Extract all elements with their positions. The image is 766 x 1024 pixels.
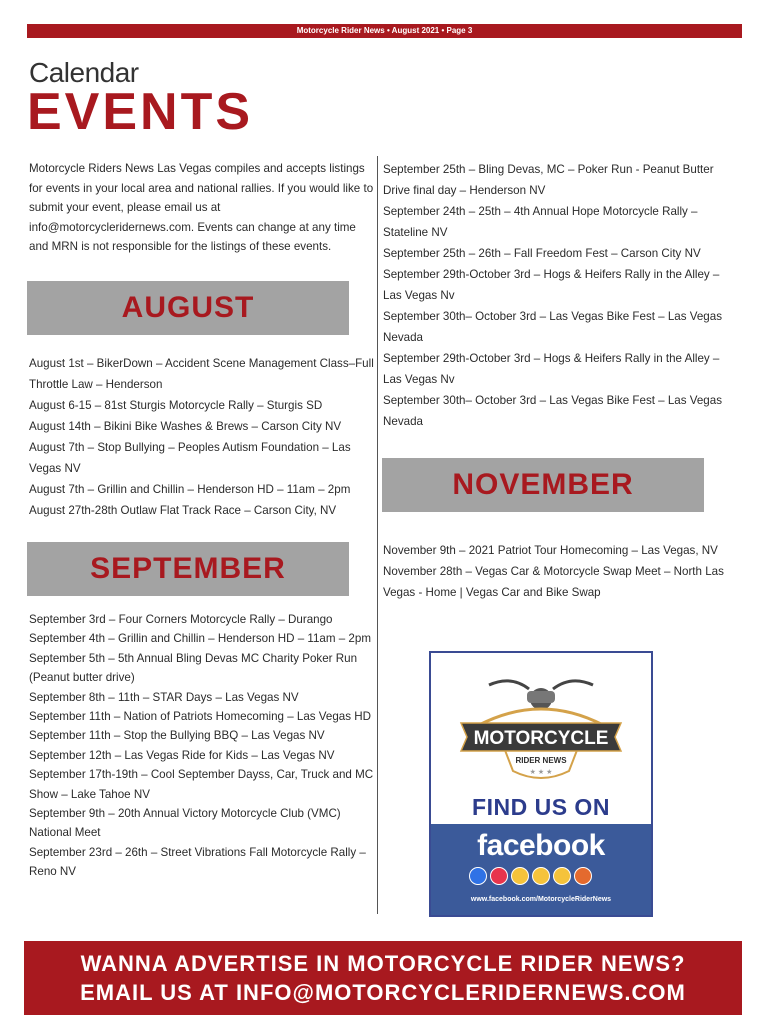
- facebook-ad[interactable]: [429, 651, 653, 917]
- event-item: September 11th – Nation of Patriots Homecoming – Las Vegas HD: [29, 710, 371, 724]
- august-event-list: [29, 353, 375, 521]
- logo-sub-text: RIDER NEWS: [515, 756, 567, 765]
- event-item: August 6-15 – 81st Sturgis Motorcycle Rally – Sturgis SD: [29, 399, 323, 412]
- august-banner: AUGUST: [27, 281, 349, 335]
- event-item: September 29th-October 3rd – Hogs & Heifers Rally in the Alley – Las Vegas Nv: [383, 268, 720, 302]
- logo-brand-text: MOTORCYCLE: [473, 728, 609, 749]
- advertise-email-line[interactable]: EMAIL US AT INFO@MOTORCYCLERIDERNEWS.COM: [80, 980, 686, 1005]
- event-item: September 3rd – Four Corners Motorcycle Rally – Durango: [29, 613, 333, 626]
- event-item: September 12th – Las Vegas Ride for Kids – Las Vegas NV: [29, 748, 335, 762]
- events-title: EVENTS: [27, 83, 254, 141]
- event-item: September 25th – 26th – Fall Freedom Fest – Carson City NV: [383, 247, 701, 260]
- haha-icon: [511, 867, 529, 885]
- motorcycle-rider-news-logo: [431, 653, 651, 793]
- event-item: September 30th– October 3rd – Las Vegas Bike Fest – Las Vegas Nevada: [383, 394, 723, 428]
- november-event-list: [383, 540, 728, 603]
- wow-icon: [532, 867, 550, 885]
- love-icon: [490, 867, 508, 885]
- event-item: August 7th – Stop Bullying – Peoples Autism Foundation – Las Vegas NV: [29, 441, 351, 475]
- find-us-on-text: FIND US ON: [472, 794, 610, 820]
- event-item: September 30th– October 3rd – Las Vegas Bike Fest – Las Vegas Nevada: [383, 310, 723, 344]
- september-banner: SEPTEMBER: [27, 542, 349, 596]
- facebook-url[interactable]: www.facebook.com/MotorcycleRiderNews: [470, 896, 612, 903]
- event-item: September 9th – 20th Annual Victory Motorcycle Club (VMC) National Meet: [29, 807, 341, 840]
- event-item: September 25th – Bling Devas, MC – Poker Run - Peanut Butter Drive final day – Henderson NV: [383, 163, 714, 197]
- like-icon: [469, 867, 487, 885]
- intro-paragraph: Motorcycle Riders News Las Vegas compiles and accepts listings for events in your local area and national rallies. If you would like to submit your event, please email us at info@motorcycleridernews.com. Events can change at any time and MRN is not responsible for the listings of these events.: [29, 162, 374, 253]
- reaction-icons: [469, 867, 592, 885]
- september-event-list: [29, 610, 375, 882]
- calendar-title: Calendar: [29, 57, 139, 88]
- page-header-bar: Motorcycle Rider News • August 2021 • Page 3: [27, 24, 742, 38]
- event-item: August 1st – BikerDown – Accident Scene Management Class–Full Throttle Law – Henderson: [29, 357, 374, 391]
- event-item: August 27th-28th Outlaw Flat Track Race – Carson City, NV: [29, 504, 337, 517]
- event-item: September 17th-19th – Cool September Dayss, Car, Truck and MC Show – Lake Tahoe NV: [29, 768, 374, 801]
- event-item: September 24th – 25th – 4th Annual Hope Motorcycle Rally – Stateline NV: [383, 205, 698, 239]
- column-divider: [377, 156, 378, 914]
- event-item: November 9th – 2021 Patriot Tour Homecoming – Las Vegas, NV: [383, 544, 718, 557]
- event-item: September 8th – 11th – STAR Days – Las Vegas NV: [29, 690, 299, 704]
- event-item: November 28th – Vegas Car & Motorcycle Swap Meet – North Las Vegas - Home | Vegas Car and Bike Swap: [383, 565, 724, 599]
- angry-icon: [574, 867, 592, 885]
- sad-icon: [553, 867, 571, 885]
- event-item: September 4th – Grillin and Chillin – Henderson HD – 11am – 2pm: [29, 632, 371, 646]
- event-item: September 5th – 5th Annual Bling Devas MC Charity Poker Run (Peanut butter drive): [29, 651, 358, 685]
- november-banner: NOVEMBER: [382, 458, 704, 512]
- event-item: September 23rd – 26th – Street Vibrations Fall Motorcycle Rally – Reno NV: [29, 845, 366, 879]
- advertise-line-1: WANNA ADVERTISE IN MOTORCYCLE RIDER NEWS?: [80, 951, 686, 976]
- event-item: September 29th-October 3rd – Hogs & Heifers Rally in the Alley – Las Vegas Nv: [383, 352, 720, 386]
- event-item: September 11th – Stop the Bullying BBQ – Las Vegas NV: [29, 729, 325, 743]
- facebook-wordmark: facebook: [477, 829, 605, 862]
- september-continued-list: [383, 159, 728, 432]
- logo-stars: ★ ★ ★: [529, 769, 553, 776]
- event-item: August 14th – Bikini Bike Washes & Brews – Carson City NV: [29, 420, 342, 433]
- advertise-banner: [24, 941, 742, 1015]
- event-item: August 7th – Grillin and Chillin – Henderson HD – 11am – 2pm: [29, 483, 351, 496]
- facebook-panel: [431, 824, 651, 915]
